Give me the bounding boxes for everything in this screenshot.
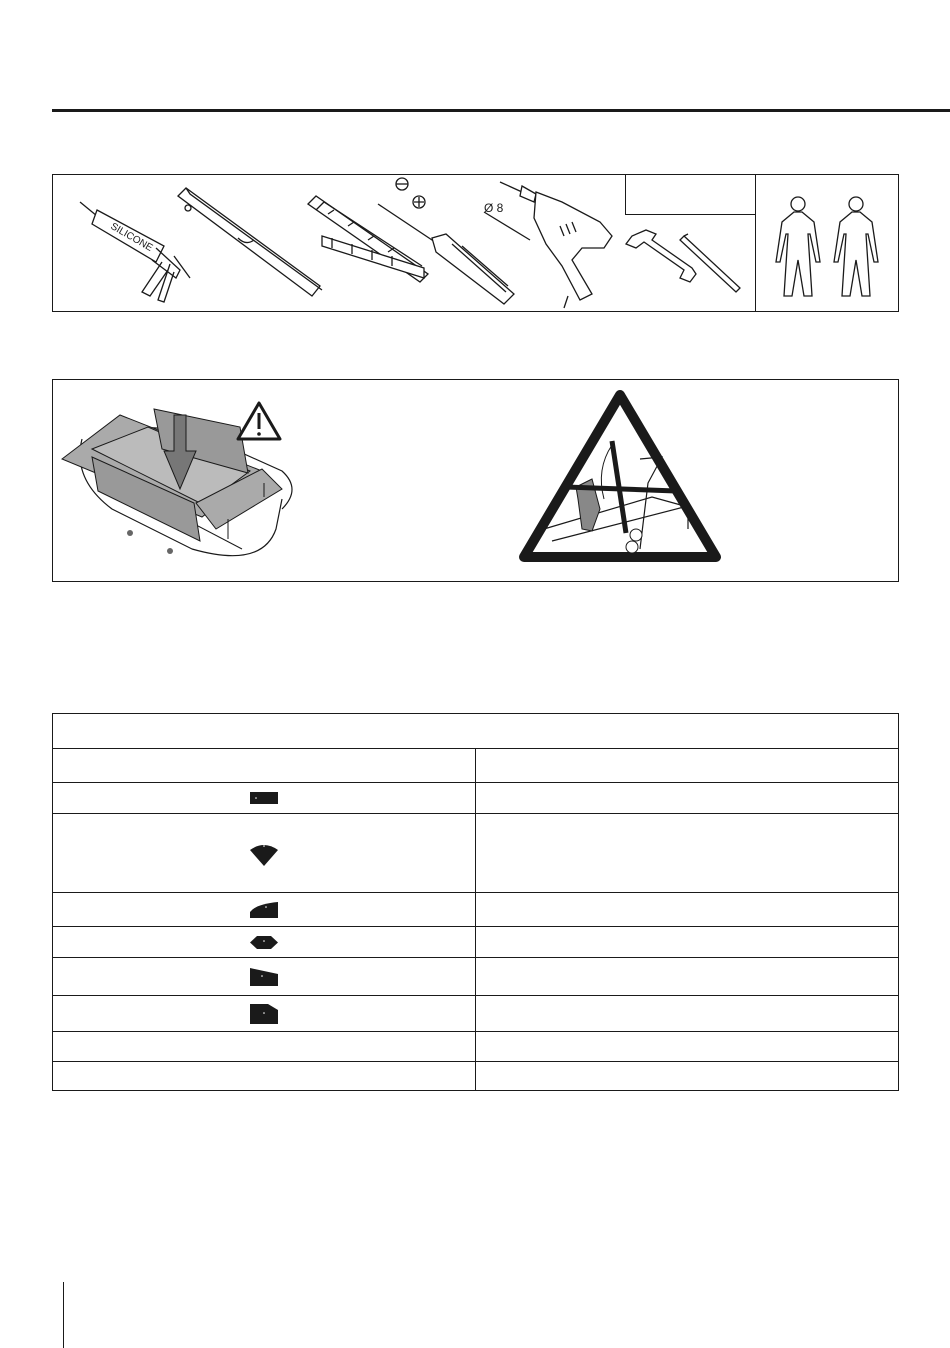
table-row xyxy=(53,958,899,996)
svg-text:Ø 8: Ø 8 xyxy=(484,201,504,215)
part-icon-cell xyxy=(53,783,476,814)
spirit-level-icon xyxy=(178,188,322,296)
part-description-cell xyxy=(476,814,899,893)
pentagon-sloped-part-icon xyxy=(250,1004,278,1024)
trapezoid-part-icon xyxy=(250,968,278,986)
part-icon-cell xyxy=(53,1062,476,1091)
table-row xyxy=(53,996,899,1032)
screwdriver-icon xyxy=(378,178,514,304)
quarter-round-part-icon xyxy=(250,902,278,918)
parts-table xyxy=(52,713,899,1091)
part-description-cell xyxy=(476,893,899,927)
part-description-cell xyxy=(476,783,899,814)
part-icon-cell xyxy=(53,893,476,927)
table-row xyxy=(53,1062,899,1091)
table-row xyxy=(53,783,899,814)
table-row xyxy=(53,1032,899,1062)
table-row xyxy=(53,927,899,958)
no-hammering-sign-icon xyxy=(524,395,716,557)
part-icon-cell xyxy=(53,927,476,958)
pencil-icon xyxy=(680,234,740,292)
table-header-cell xyxy=(53,714,899,749)
folding-rule-icon xyxy=(308,196,428,282)
table-row xyxy=(53,814,899,893)
part-icon-cell xyxy=(53,749,476,783)
part-description-cell xyxy=(476,1062,899,1091)
rectangle-part-icon xyxy=(250,792,278,804)
table-row xyxy=(53,893,899,927)
warnings-illustration xyxy=(52,379,899,582)
header-rule xyxy=(52,109,950,112)
table-row xyxy=(53,749,899,783)
part-description-cell xyxy=(476,1032,899,1062)
part-icon-cell xyxy=(53,958,476,996)
hexagon-part-icon xyxy=(250,936,278,949)
table-header-row xyxy=(53,714,899,749)
part-icon-cell xyxy=(53,814,476,893)
silicone-label: SILICONE xyxy=(108,221,155,254)
part-description-cell xyxy=(476,958,899,996)
part-description-cell xyxy=(476,749,899,783)
page-margin-rule xyxy=(63,1282,64,1348)
part-icon-cell xyxy=(53,1032,476,1062)
part-description-cell xyxy=(476,927,899,958)
silicone-gun-icon xyxy=(80,202,190,302)
part-icon-cell xyxy=(53,996,476,1032)
warning-triangle-icon xyxy=(238,403,280,439)
two-persons-icon xyxy=(776,197,878,296)
tools-illustration xyxy=(52,174,899,312)
fan-corner-part-icon xyxy=(250,840,278,866)
part-description-cell xyxy=(476,996,899,1032)
